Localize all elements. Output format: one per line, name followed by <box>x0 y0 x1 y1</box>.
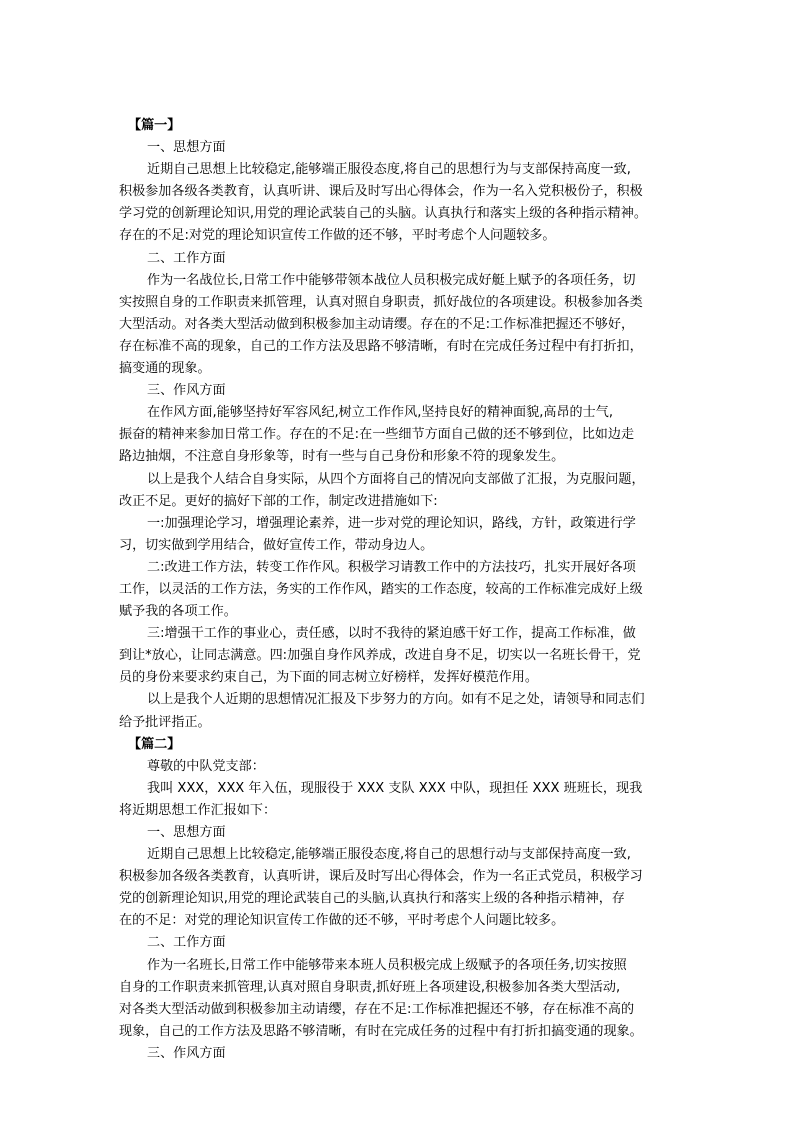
text-line: 在作风方面,能够坚持好军容风纪,树立工作作风,坚持良好的精神面貌,高昂的士气, <box>147 405 613 421</box>
text-line: 作为一名战位长,日常工作中能够带领本战位人员积极完成好艇上赋予的各项任务，切 <box>147 272 636 288</box>
text-line: 三、作风方面 <box>147 383 226 399</box>
text-line: 在的不足：对党的理论知识宣传工作做的还不够，平时考虑个人问题比较多。 <box>119 913 565 929</box>
text-line: 二、工作方面 <box>147 935 226 951</box>
text-line: 大型活动。对各类大型活动做到积极参加主动请缨。存在的不足:工作标准把握还不够好， <box>119 316 635 332</box>
text-line: 三、作风方面 <box>147 1045 226 1061</box>
text-line: 一:加强理论学习，增强理论素养，进一步对党的理论知识，路线，方针，政策进行学 <box>147 515 636 531</box>
text-line: 到让*放心，让同志满意。四:加强自身作风养成，改进自身不足，切实以一名班长骨干，党 <box>119 648 641 664</box>
text-line: 学习党的创新理论知识,用党的理论武装自己的头脑。认真执行和落实上级的各种指示精神。 <box>119 206 647 222</box>
text-line: 员的身份来要求约束自己，为下面的同志树立好榜样，发挥好模范作用。 <box>119 670 538 686</box>
text-line: 存在标准不高的现象，自己的工作方法及思路不够清晰，有时在完成任务过程中有打折扣， <box>119 338 643 354</box>
text-line: 振奋的精神来参加日常工作。存在的不足:在一些细节方面自己做的还不够到位，比如边走 <box>119 427 635 443</box>
text-line: 存在的不足:对党的理论知识宣传工作做的还不够，平时考虑个人问题较多。 <box>119 228 556 244</box>
text-line: 给予批评指正。 <box>119 714 211 730</box>
text-line: 将近期思想工作汇报如下： <box>119 802 277 818</box>
text-line: 党的创新理论知识,用党的理论武装自己的头脑,认真执行和落实上级的各种指示精神，存 <box>119 891 625 907</box>
text-line: 尊敬的中队党支部： <box>147 758 265 774</box>
text-line: 以上是我个人结合自身实际，从四个方面将自己的情况向支部做了汇报，为克服问题， <box>147 471 645 487</box>
text-line: 近期自己思想上比较稳定,能够端正服役态度,将自己的思想行为与支部保持高度一致, <box>147 162 631 178</box>
text-line: 实按照自身的工作职责来抓管理，认真对照自身职责，抓好战位的各项建设。积极参加各类 <box>119 294 643 310</box>
text-line: 搞变通的现象。 <box>119 361 211 377</box>
text-line: 工作，以灵活的工作方法，务实的工作作风，踏实的工作态度，较高的工作标准完成好上级 <box>119 581 643 597</box>
text-line: 三:增强干工作的事业心，责任感，以时不我待的紧迫感干好工作，提高工作标准，做 <box>147 626 636 642</box>
text-line: 以上是我个人近期的思想情况汇报及下步努力的方向。如有不足之处，请领导和同志们 <box>147 692 645 708</box>
text-line: 二:改进工作方法，转变工作作风。积极学习请教工作中的方法技巧，扎实开展好各项 <box>147 559 636 575</box>
text-line: 二、工作方面 <box>147 250 226 266</box>
text-line: 积极参加各级各类教育，认真听讲、课后及时写出心得体会，作为一名入党积极份子，积极 <box>119 184 643 200</box>
text-line: 自身的工作职责来抓管理,认真对照自身职责,抓好班上各项建设,积极参加各类大型活动, <box>119 979 621 995</box>
text-line: 现象，自己的工作方法及思路不够清晰，有时在完成任务的过程中有打折扣搞变通的现象。 <box>119 1023 643 1039</box>
text-line: 一、思想方面 <box>147 140 226 156</box>
text-line: 作为一名班长,日常工作中能够带来本班人员积极完成上级赋予的各项任务,切实按照 <box>147 957 627 973</box>
text-line: 近期自己思想上比较稳定,能够端正服役态度,将自己的思想行动与支部保持高度一致, <box>147 847 631 863</box>
text-line: 积极参加各级各类教育，认真听讲，课后及时写出心得体会，作为一名正式党员，积极学习 <box>119 869 643 885</box>
text-line: 赋予我的各项工作。 <box>119 604 237 620</box>
text-line: 一、思想方面 <box>147 825 226 840</box>
text-line: 路边抽烟，不注意自身形象等，时有一些与自己身份和形象不符的现象发生。 <box>119 449 565 465</box>
document-body <box>119 115 691 1065</box>
text-line: 习，切实做到学用结合，做好宣传工作，带动身边人。 <box>119 537 434 553</box>
text-line: 改正不足。更好的搞好下部的工作，制定改进措施如下: <box>119 493 438 509</box>
section-title: 【篇一】 <box>128 118 181 133</box>
section-title: 【篇二】 <box>128 736 181 752</box>
text-line: 我叫 XXX，XXX 年入伍，现服役于 XXX 支队 XXX 中队，现担任 XXX 班班长，现我 <box>147 780 643 796</box>
text-line: 对各类大型活动做到积极参加主动请缨，存在不足:工作标准把握还不够，存在标准不高的 <box>119 1001 635 1017</box>
